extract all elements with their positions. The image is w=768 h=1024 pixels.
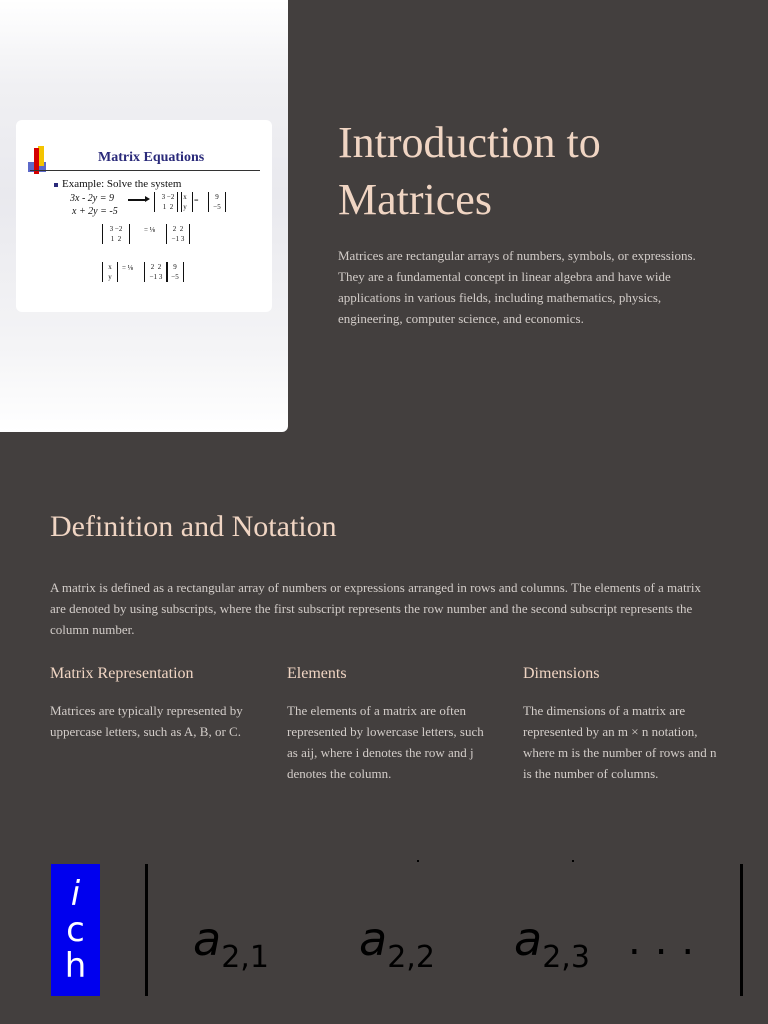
slide-fraction: = ⅛ (122, 264, 133, 272)
matrix-ellipsis: ... (628, 918, 709, 964)
slide-equation-2: x + 2y = -5 (72, 206, 118, 217)
column-title-representation: Matrix Representation (50, 665, 194, 682)
matrix-element: $a_{2,2}$ (359, 912, 435, 975)
matrix-bracket-right (740, 864, 743, 996)
highlight-letter: h (64, 946, 87, 986)
matrix-bracket-left (145, 864, 148, 996)
slide-title: Matrix Equations (98, 150, 205, 165)
column-text-elements: The elements of a matrix are often represented by lowercase letters, such as aij, where i denotes the row and j denotes the column. (287, 703, 484, 781)
arrow-right-icon (128, 199, 146, 201)
column-text-dimensions: The dimensions of a matrix are represented by an m × n notation, where m is the number of rows and n is the number of columns. (523, 703, 717, 781)
slide-matrix: 2 2 −1 3 (166, 224, 190, 244)
slide-matrix: 3 −2 1 2 (154, 192, 182, 212)
slide-card (16, 120, 272, 312)
slide-matrix: 2 2 −1 3 (144, 262, 168, 282)
highlight-letter: i (70, 874, 81, 914)
slide-matrix: x y (177, 192, 193, 212)
column-title-elements: Elements (287, 665, 347, 682)
matrix-slide-image (0, 0, 288, 432)
slide-equals: = (194, 196, 199, 205)
slide-bullet-text: Example: Solve the system (62, 178, 182, 190)
matrix-element: $a_{2,3}$ (514, 912, 590, 975)
slide-matrix: 9 −5 (166, 262, 184, 282)
page-title: Introduction to Matrices (338, 118, 601, 224)
dot-mark (572, 860, 574, 862)
column-title-dimensions: Dimensions (523, 665, 600, 682)
slide-matrix: x y (102, 262, 118, 282)
slide-matrix: 9 −5 (208, 192, 226, 212)
highlight-letter: c (66, 910, 85, 950)
section-heading: Definition and Notation (50, 510, 337, 543)
definition-paragraph: A matrix is defined as a rectangular array of numbers or expressions arranged in rows and columns. The elements of a matrix are denoted by using subscripts, where the first subscript represents the row number and the second subscript represents the column number. (50, 580, 701, 637)
column-text-representation: Matrices are typically represented by uppercase letters, such as A, B, or C. (50, 703, 243, 739)
highlight-box (51, 864, 100, 996)
slide-divider (30, 170, 260, 171)
slide-fraction: = ⅛ (144, 226, 155, 234)
slide-equation-1: 3x - 2y = 9 (70, 193, 114, 204)
slide-matrix: 3 −2 1 2 (102, 224, 130, 244)
matrix-element: $a_{2,1}$ (193, 912, 269, 975)
bullet-icon (54, 183, 58, 187)
intro-paragraph: Matrices are rectangular arrays of numbers, symbols, or expressions. They are a fundamental concept in linear algebra and have wide applications in various fields, including mathematics, physics, engineering, computer science, and economics. (338, 248, 696, 326)
dot-mark (417, 860, 419, 862)
